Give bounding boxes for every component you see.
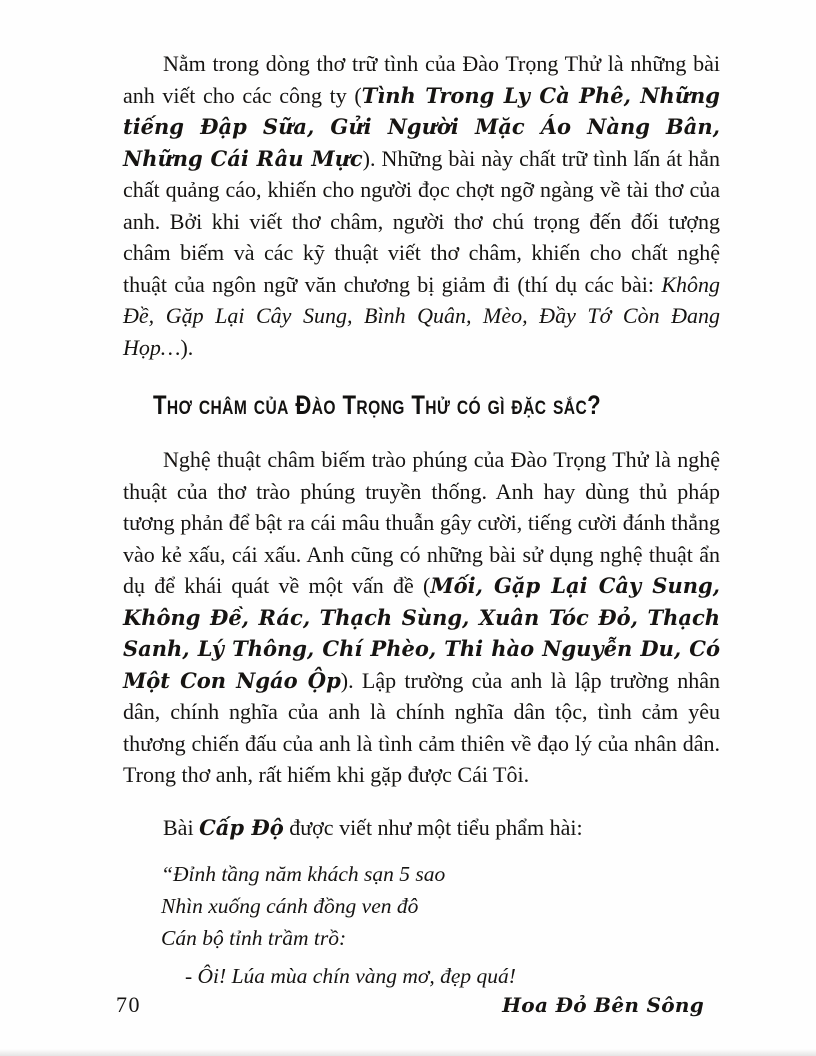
poem-line: Cán bộ tỉnh trầm trồ: xyxy=(161,926,347,950)
text-segment-bold-italic: Mối, Gặp Lại Cây Sung, Không Đề, Rác, Thạch Sùng, Xuân Tóc Đỏ, Thạch Sanh, Lý Thông, Chí Phèo, Thi hào Nguyễn Du, Có Một Con Ngáo Ộp xyxy=(123,573,728,693)
running-title: Hoa Đỏ Bên Sông xyxy=(502,993,704,1017)
poem-exclamation-line: - Ôi! Lúa mùa chín vàng mơ, đẹp quá! xyxy=(185,964,516,988)
text-segment-normal: ). Những bài này chất trữ tình lấn át hẳn chất quảng cáo, khiến cho người đọc chợt ngỡ ngàng về tài thơ của anh. Bởi khi viết thơ châm, người thơ chú trọng đến đối tượng châm biếm và các kỹ thuật viết thơ châm, khiến cho chất nghệ thuật của ngôn ngữ văn chương bị giảm đi (thí dụ các bài: xyxy=(123,145,726,297)
page-content xyxy=(123,48,728,992)
text-segment-normal: Nằm trong dòng thơ trữ tình của Đào Trọng Thử là những bài anh viết cho các công ty ( xyxy=(123,51,726,108)
text-segment-italic: Không Đề, Gặp Lại Cây Sung, Bình Quân, Mèo, Đầy Tớ Còn Đang Họp… xyxy=(123,271,726,360)
text-segment-bold-italic: Tình Trong Ly Cà Phê, Những tiếng Đập Sữa, Gửi Người Mặc Áo Nàng Bân, Những Cái Râu Mực xyxy=(123,82,728,171)
page-footer xyxy=(116,992,704,1018)
text-segment-bold-italic: Cấp Độ xyxy=(199,814,284,840)
text-segment-normal: ). xyxy=(180,334,194,360)
section-heading: Thơ châm của Đào Trọng Thử có gì đặc sắc? xyxy=(153,390,602,420)
text-segment-normal: Bài xyxy=(163,814,200,840)
text-segment-normal: ). Lập trường của anh là lập trường nhân dân, chính nghĩa của anh là chính nghĩa dân tộc, tình cảm yêu thương chiến đấu của anh là tình cảm thiên về đạo lý của nhân dân. Trong thơ anh, rất hiếm khi gặp được Cái Tôi. xyxy=(123,667,726,787)
poem-line: “Đỉnh tầng năm khách sạn 5 sao xyxy=(161,862,446,886)
paragraph-cap-do-intro xyxy=(123,812,720,844)
poem-quote xyxy=(161,858,720,954)
poem-line: Nhìn xuống cánh đồng ven đô xyxy=(161,894,419,918)
paragraph-satire-art xyxy=(123,444,728,791)
page-number: 70 xyxy=(116,992,141,1017)
paragraph-lyric-poems xyxy=(123,48,728,363)
text-segment-normal: Nghệ thuật châm biếm trào phúng của Đào Trọng Thử là nghệ thuật của thơ trào phúng truyền thống. Anh hay dùng thủ pháp tương phản để bật ra cái mâu thuẫn gây cười, tiếng cười đánh thẳng vào kẻ xấu, cái xấu. Anh cũng có những bài sử dụng nghệ thuật ẩn dụ để khái quát về một vấn đề ( xyxy=(123,447,726,598)
scan-edge-shadow xyxy=(0,1049,816,1056)
text-segment-normal: được viết như một tiểu phẩm hài: xyxy=(283,814,583,840)
